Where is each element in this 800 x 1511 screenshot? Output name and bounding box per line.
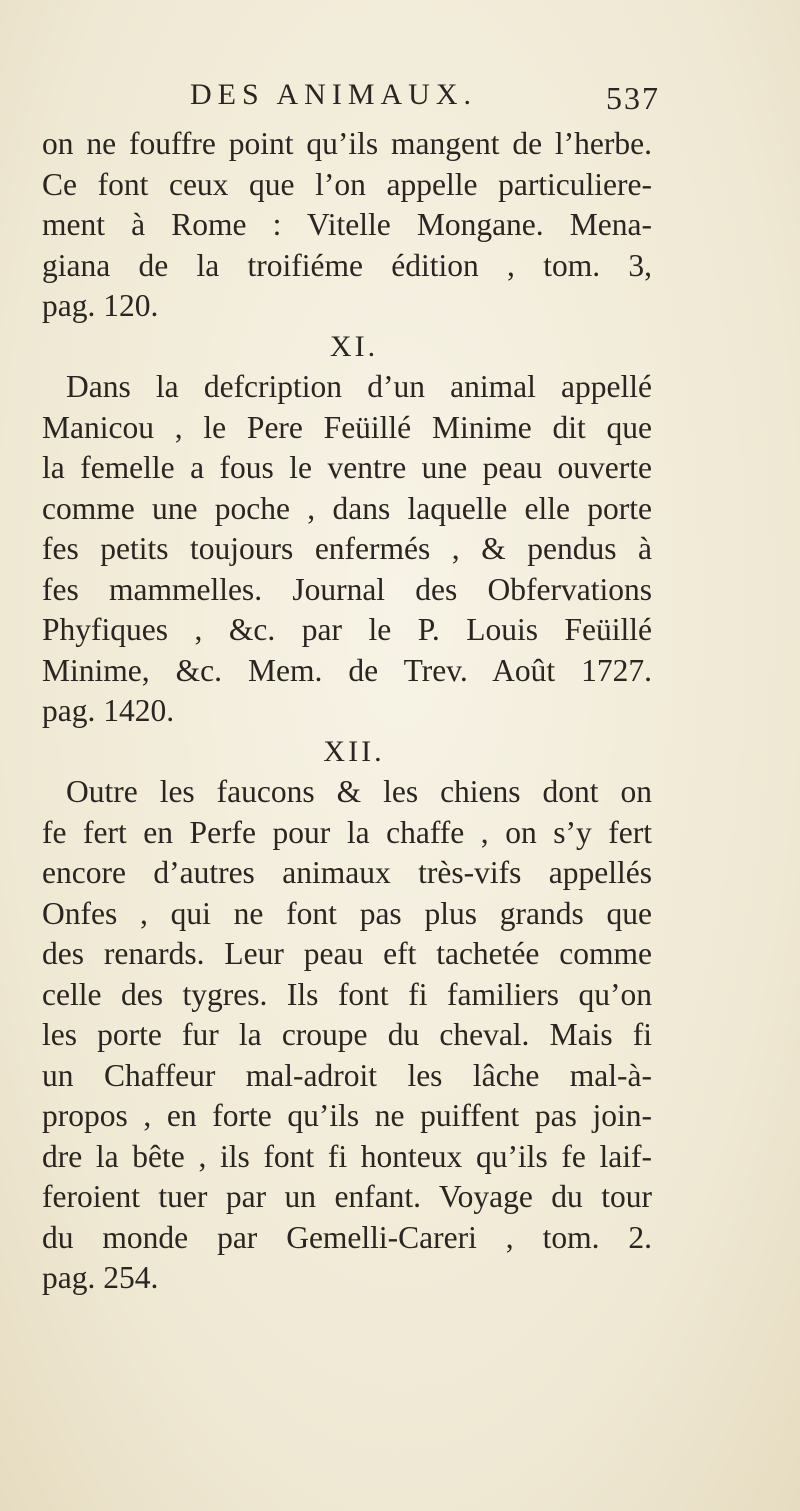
text-line: pag. 1420.	[42, 693, 175, 728]
text-line: fes petits toujours enfermés , & pendus à	[42, 531, 652, 566]
text-line: feroient tuer par un enfant. Voyage du tour	[42, 1179, 652, 1214]
text-line: Phyfiques , &c. par le P. Louis Feüillé	[42, 612, 652, 647]
text-line: Outre les faucons & les chiens dont on	[66, 774, 652, 809]
text-line: Dans la defcription d’un animal appellé	[66, 369, 652, 404]
text-line: fe fert en Perfe pour la chaffe , on s’y fert	[42, 814, 652, 850]
section-number: XII.	[323, 734, 385, 768]
text-line: un Chaffeur mal-adroit les lâche mal-à-	[42, 1057, 652, 1093]
text-line: giana de la troifiéme édition , tom. 3,	[42, 247, 652, 283]
text-line: Ce font ceux que l’on appelle particuliere-	[42, 166, 652, 202]
section-number: XI.	[329, 329, 379, 363]
page-number: 537	[606, 80, 660, 116]
text-line: celle des tygres. Ils font fi familiers qu’on	[42, 976, 652, 1012]
text-line: Minime, &c. Mem. de Trev. Août 1727.	[42, 652, 652, 688]
text-line: fes mammelles. Journal des Obfervations	[42, 571, 652, 607]
text-line: comme une poche , dans laquelle elle porte	[42, 490, 652, 526]
page-header	[30, 78, 660, 122]
running-title: DES ANIMAUX.	[190, 78, 478, 111]
text-line: ment à Rome : Vitelle Mongane. Mena-	[42, 207, 652, 242]
text-line: on ne fouffre point qu’ils mangent de l’herbe.	[42, 126, 652, 161]
text-line: Onfes , qui ne font pas plus grands que	[42, 895, 652, 931]
text-line: pag. 254.	[42, 1260, 159, 1295]
text-line: des renards. Leur peau eft tachetée comme	[42, 936, 652, 971]
text-line: encore d’autres animaux très-vifs appellés	[42, 855, 652, 890]
text-line: pag. 120.	[42, 288, 159, 323]
text-line: la femelle a fous le ventre une peau ouverte	[42, 450, 652, 485]
text-line: dre la bête , ils font fi honteux qu’ils fe laif-	[42, 1138, 652, 1174]
text-line: Manicou , le Pere Feüillé Minime dit que	[42, 409, 652, 445]
body-text	[42, 124, 652, 1299]
text-line: propos , en forte qu’ils ne puiffent pas join-	[42, 1098, 652, 1133]
text-line: du monde par Gemelli-Careri , tom. 2.	[42, 1219, 652, 1255]
text-line: les porte fur la croupe du cheval. Mais fi	[42, 1017, 652, 1052]
